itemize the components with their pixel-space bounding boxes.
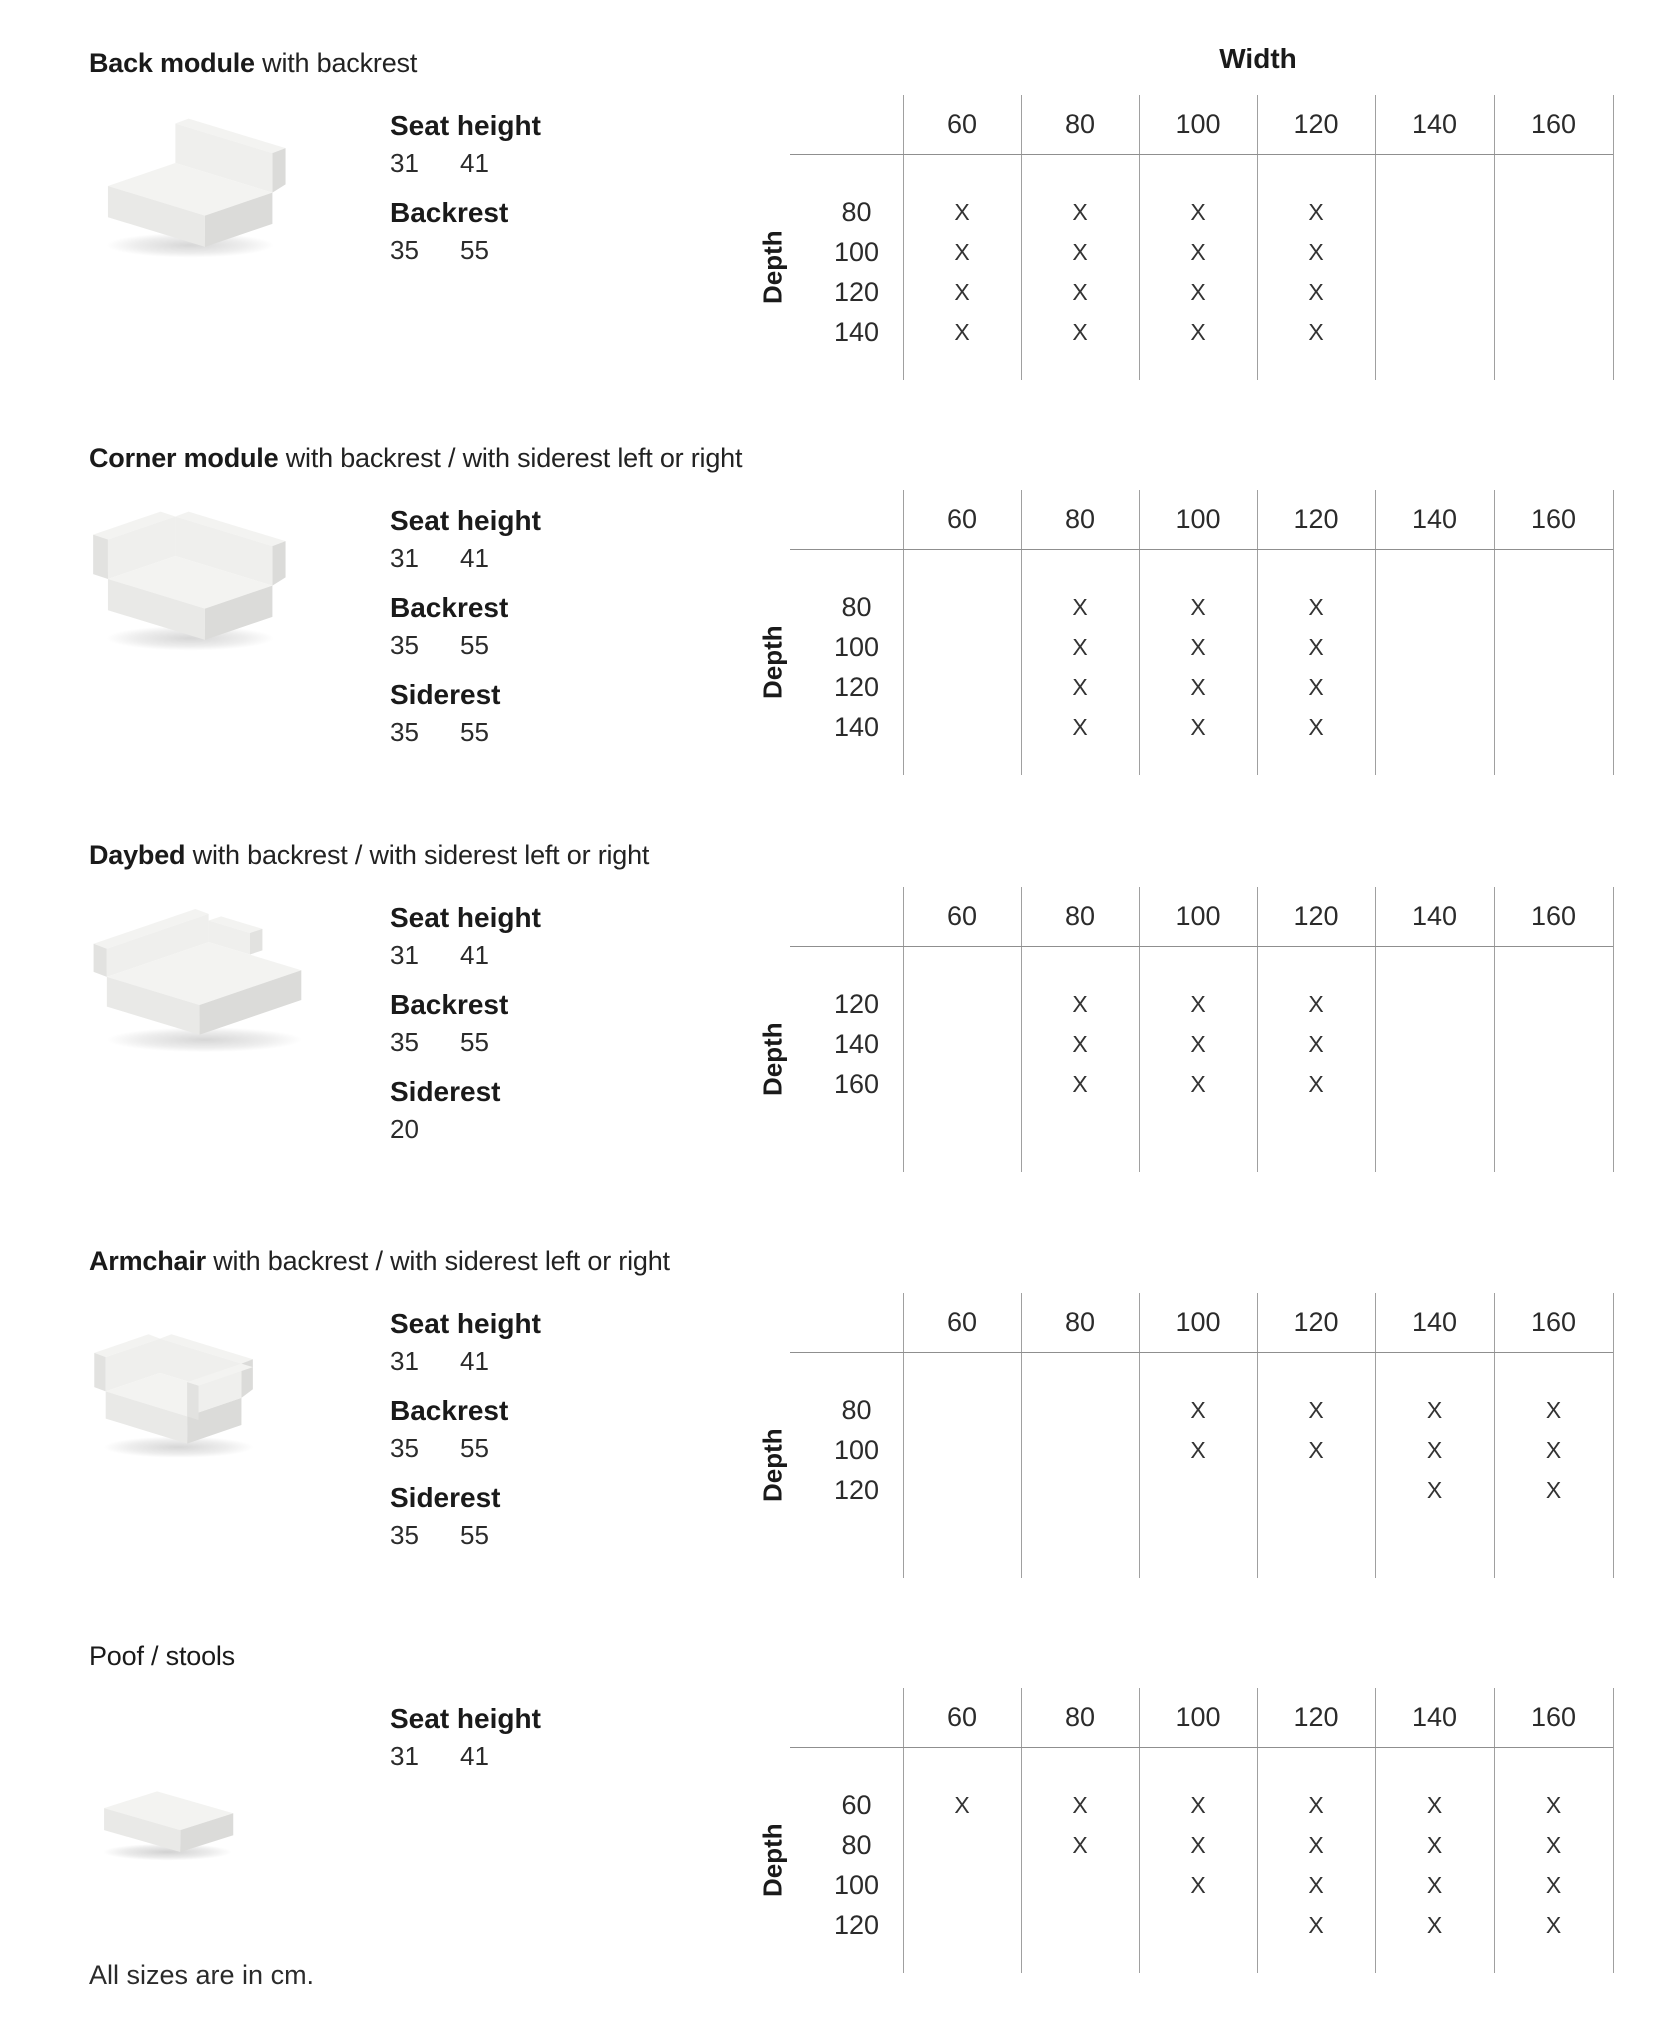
availability-mark [1494,192,1613,232]
availability-mark [1375,1064,1494,1104]
section-title-bold: Daybed [89,840,186,870]
availability-mark: X [1545,1792,1562,1818]
width-column-header: 80 [1064,901,1096,931]
availability-mark: X [1308,991,1324,1017]
section-title [89,443,742,473]
width-column-header: 140 [1411,1702,1458,1732]
availability-mark [1375,667,1494,707]
spec-value: 35 [390,235,419,265]
spec-value: 55 [460,1027,489,1057]
spec-seat-height [390,506,541,573]
table-grid-line-vertical [1613,1688,1614,1973]
availability-mark: X [1072,1071,1088,1097]
section-title [89,1641,235,1671]
back-module-illustration [80,112,302,264]
section-title-detail: with backrest / with siderest left or right [205,1246,670,1276]
availability-mark: X [1190,279,1206,305]
spec-value: 55 [460,1520,489,1550]
spec-value: 41 [460,148,489,178]
table-grid-line-horizontal [790,154,1613,155]
spec-list [390,1704,541,1791]
spec-value: 20 [390,1114,419,1144]
availability-mark [1375,984,1494,1024]
availability-mark [1375,192,1494,232]
availability-mark: X [1308,199,1324,225]
availability-mark: X [1072,714,1088,740]
width-column-header: 60 [946,504,978,534]
spec-value: 35 [390,630,419,660]
availability-mark: X [1308,239,1324,265]
availability-mark: X [1545,1832,1562,1858]
spec-value: 35 [390,1520,419,1550]
availability-mark: X [1190,1872,1206,1898]
availability-mark [903,1064,1021,1104]
depth-axis-label: Depth [757,625,788,699]
availability-mark: X [1072,199,1088,225]
availability-mark [1021,1470,1139,1510]
availability-mark: X [1072,594,1088,620]
width-column-header: 140 [1411,109,1458,139]
depth-row-label: 60 [841,1790,872,1820]
availability-mark: X [1072,1031,1088,1057]
spec-label: Siderest [390,1076,501,1107]
spec-value: 55 [460,630,489,660]
spec-value: 41 [460,1346,489,1376]
table-grid-line-vertical [1613,887,1614,1172]
spec-values [390,630,541,660]
spec-values [390,1741,541,1771]
spec-backrest [390,1396,541,1463]
section-title-detail: with backrest / with siderest left or right [278,443,743,473]
spec-value: 31 [390,1346,419,1376]
availability-mark: X [1190,594,1206,620]
spec-label: Siderest [390,1482,501,1513]
table-grid-line-vertical [1613,490,1614,775]
availability-mark [1375,627,1494,667]
availability-mark: X [1426,1872,1443,1898]
availability-mark: X [1308,594,1324,620]
availability-mark: X [1545,1872,1562,1898]
availability-mark: X [1308,1397,1324,1423]
availability-mark: X [1190,674,1206,700]
availability-mark: X [1426,1477,1443,1503]
spec-value: 55 [460,717,489,747]
availability-mark [1375,1024,1494,1064]
availability-mark: X [954,199,970,225]
spec-values [390,148,541,178]
width-column-header: 80 [1064,1307,1096,1337]
availability-mark [1494,627,1613,667]
spec-values [390,543,541,573]
availability-mark: X [1190,1832,1206,1858]
spec-value: 41 [460,543,489,573]
spec-label: Seat height [390,902,541,933]
width-column-header: 60 [946,1702,978,1732]
depth-row-label: 80 [841,1830,872,1860]
availability-mark: X [1190,1031,1206,1057]
availability-mark [903,1825,1021,1865]
width-column-header: 80 [1064,1702,1096,1732]
depth-row-label: 100 [833,237,880,267]
depth-axis-label: Depth [757,1823,788,1897]
width-column-header: 120 [1293,1307,1339,1337]
spec-value: 31 [390,543,419,573]
spec-label: Siderest [390,679,501,710]
spec-values [390,235,541,265]
spec-siderest [390,1483,541,1550]
availability-mark [903,984,1021,1024]
availability-mark [1494,312,1613,352]
section-title-detail: with backrest [254,48,418,78]
width-column-header: 60 [946,109,978,139]
availability-mark: X [954,239,970,265]
availability-mark [1494,1024,1613,1064]
daybed-render [82,904,322,1061]
depth-row-label: 140 [833,317,880,347]
availability-mark [903,1470,1021,1510]
depth-row-label: 80 [841,197,872,227]
availability-mark [903,1865,1021,1905]
section-title-bold: Corner module [89,443,279,473]
availability-mark: X [1072,1832,1088,1858]
spec-seat-height [390,903,541,970]
width-column-header: 100 [1175,1702,1221,1732]
availability-mark: X [1545,1437,1562,1463]
availability-mark: X [1308,279,1324,305]
table-grid-line-horizontal [790,549,1613,550]
availability-mark: X [1308,1872,1324,1898]
availability-mark [1375,272,1494,312]
depth-row-label: 80 [841,1395,872,1425]
size-matrix-table [740,1688,1614,1973]
spec-value: 55 [460,1433,489,1463]
availability-mark: X [1072,279,1088,305]
spec-value: 35 [390,1433,419,1463]
width-column-header: 160 [1530,1307,1577,1337]
availability-mark: X [1072,634,1088,660]
section-title [89,1246,670,1276]
depth-row-label: 140 [833,712,880,742]
table-grid-line-vertical [1613,1293,1614,1578]
width-column-header: 100 [1175,109,1221,139]
section-title-bold: Back module [89,48,255,78]
spec-values [390,940,541,970]
back-module-render [80,112,302,264]
depth-row-label: 100 [833,1870,880,1900]
width-column-header: 160 [1530,109,1577,139]
spec-label: Seat height [390,110,541,141]
armchair-illustration [80,1330,280,1469]
spec-seat-height [390,1309,541,1376]
spec-value: 41 [460,940,489,970]
availability-mark [903,627,1021,667]
depth-row-label: 80 [841,592,872,622]
availability-mark: X [1190,1071,1206,1097]
availability-mark: X [1072,239,1088,265]
spec-backrest [390,593,541,660]
width-column-header: 160 [1530,1702,1577,1732]
section-title [89,840,649,870]
depth-axis-label: Depth [757,1022,788,1096]
spec-label: Seat height [390,505,541,536]
availability-mark: X [1308,1832,1324,1858]
width-column-header: 120 [1293,1702,1339,1732]
table-grid-line-vertical [1613,95,1614,380]
availability-mark: X [1308,1792,1324,1818]
width-column-header: 80 [1064,109,1096,139]
availability-mark [903,1024,1021,1064]
width-column-header: 100 [1175,1307,1221,1337]
availability-mark: X [1308,634,1324,660]
section-title [89,48,417,78]
depth-row-label: 140 [833,1029,880,1059]
spec-values [390,717,541,747]
availability-mark [903,1390,1021,1430]
poof-illustration [86,1781,241,1868]
availability-mark: X [1426,1792,1443,1818]
spec-seat-height [390,1704,541,1771]
availability-mark: X [954,319,970,345]
section-title-bold: Armchair [89,1246,206,1276]
availability-mark: X [1190,239,1206,265]
availability-mark: X [1072,991,1088,1017]
availability-mark: X [1190,1792,1206,1818]
width-column-header: 140 [1411,1307,1458,1337]
spec-values [390,1114,541,1144]
spec-values [390,1433,541,1463]
spec-values [390,1520,541,1550]
depth-row-label: 100 [833,632,880,662]
spec-list [390,111,541,285]
spec-siderest [390,1077,541,1144]
availability-mark [1375,232,1494,272]
availability-mark: X [1308,319,1324,345]
spec-value: 41 [460,1741,489,1771]
availability-mark [903,707,1021,747]
availability-mark [903,587,1021,627]
availability-mark: X [1545,1912,1562,1938]
availability-mark [1494,587,1613,627]
availability-mark [1375,707,1494,747]
depth-row-label: 120 [833,672,880,702]
width-axis-label: Width [1219,43,1297,74]
depth-row-label: 160 [833,1069,880,1099]
size-matrix-table [740,1293,1614,1578]
armchair-render [80,1330,280,1469]
corner-module-illustration [80,505,302,657]
depth-row-label: 100 [833,1435,880,1465]
spec-siderest [390,680,541,747]
spec-value: 31 [390,940,419,970]
availability-mark [1139,1905,1257,1945]
spec-list [390,903,541,1164]
availability-mark: X [1308,1437,1324,1463]
size-matrix-table [740,887,1614,1172]
spec-label: Seat height [390,1308,541,1339]
width-column-header: 160 [1530,901,1577,931]
availability-mark: X [1545,1477,1562,1503]
spec-backrest [390,990,541,1057]
width-column-header: 120 [1293,901,1339,931]
spec-values [390,1346,541,1376]
spec-seat-height [390,111,541,178]
availability-mark: X [1072,674,1088,700]
availability-mark: X [1308,1912,1324,1938]
width-column-header: 60 [946,901,978,931]
depth-axis-label: Depth [757,230,788,304]
daybed-illustration [82,904,322,1061]
availability-mark: X [1190,991,1206,1017]
table-grid-line-horizontal [790,946,1613,947]
availability-mark [1494,272,1613,312]
spec-values [390,1027,541,1057]
availability-mark [1375,312,1494,352]
availability-mark: X [1072,1792,1088,1818]
size-matrix-table [740,490,1614,775]
spec-value: 31 [390,1741,419,1771]
spec-backrest [390,198,541,265]
availability-mark: X [1545,1397,1562,1423]
availability-mark [1021,1905,1139,1945]
spec-label: Backrest [390,197,509,228]
availability-mark [1257,1470,1375,1510]
spec-label: Seat height [390,1703,541,1734]
availability-mark: X [1308,714,1324,740]
availability-mark: X [1190,199,1206,225]
availability-mark [1494,232,1613,272]
width-column-header: 120 [1293,109,1339,139]
spec-value: 55 [460,235,489,265]
availability-mark: X [1308,1031,1324,1057]
availability-mark [1021,1865,1139,1905]
width-column-header: 80 [1064,504,1096,534]
width-column-header: 120 [1293,504,1339,534]
availability-mark [1494,707,1613,747]
spec-value: 35 [390,1027,419,1057]
availability-mark: X [1190,1437,1206,1463]
depth-row-label: 120 [833,277,880,307]
spec-list [390,506,541,767]
availability-mark: X [1190,634,1206,660]
corner-module-render [80,505,302,657]
spec-value: 31 [390,148,419,178]
depth-axis-label: Depth [757,1428,788,1502]
width-column-header: 60 [946,1307,978,1337]
availability-mark: X [1190,714,1206,740]
spec-label: Backrest [390,989,509,1020]
spec-label: Backrest [390,1395,509,1426]
width-column-header: 100 [1175,504,1221,534]
availability-mark: X [1426,1912,1443,1938]
section-title-bold: Poof / stools [89,1641,235,1671]
spec-value: 35 [390,717,419,747]
depth-row-label: 120 [833,1475,880,1505]
availability-mark: X [1426,1397,1443,1423]
availability-mark [1494,1064,1613,1104]
availability-mark: X [1426,1437,1443,1463]
availability-mark: X [1190,1397,1206,1423]
availability-mark: X [1426,1832,1443,1858]
availability-mark [1021,1430,1139,1470]
availability-mark: X [1072,319,1088,345]
availability-mark [903,1905,1021,1945]
availability-mark: X [954,279,970,305]
width-column-header: 140 [1411,901,1458,931]
depth-row-label: 120 [833,1910,880,1940]
availability-mark [903,667,1021,707]
spec-list [390,1309,541,1570]
depth-row-label: 120 [833,989,880,1019]
availability-mark: X [1308,1071,1324,1097]
availability-mark: X [954,1792,970,1818]
availability-mark [1021,1390,1139,1430]
width-column-header: 160 [1530,504,1577,534]
availability-mark [1375,587,1494,627]
availability-mark: X [1308,674,1324,700]
table-grid-line-horizontal [790,1352,1613,1353]
availability-mark [1494,667,1613,707]
poof-render [86,1781,241,1868]
availability-mark [1494,984,1613,1024]
size-matrix-table [740,43,1614,380]
availability-mark [1139,1470,1257,1510]
availability-mark: X [1190,319,1206,345]
section-title-detail: with backrest / with siderest left or right [185,840,650,870]
width-column-header: 100 [1175,901,1221,931]
availability-mark [903,1430,1021,1470]
table-grid-line-horizontal [790,1747,1613,1748]
width-column-header: 140 [1411,504,1458,534]
spec-label: Backrest [390,592,509,623]
units-footnote: All sizes are in cm. [89,1960,315,1990]
